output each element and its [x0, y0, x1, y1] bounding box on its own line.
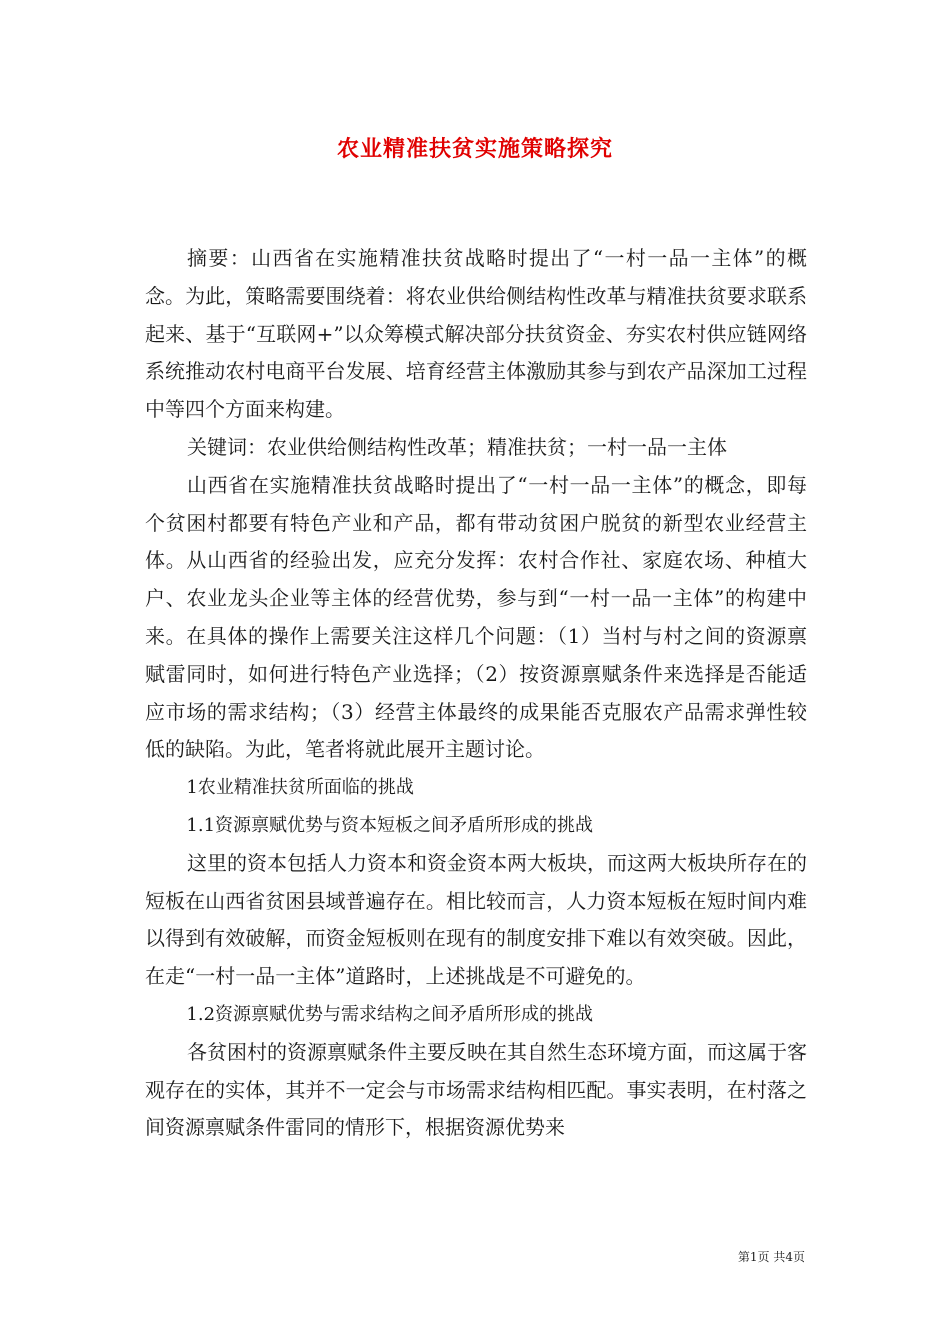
- abstract-paragraph: 摘要：山西省在实施精准扶贫战略时提出了“一村一品一主体”的概念。为此，策略需要围绕着：将农业供给侧结构性改革与精准扶贫要求联系起来、基于“互联网+”以众筹模式解决部分扶贫资金、夯实农村供应链网络系统推动农村电商平台发展、培育经营主体激励其参与到农产品深加工过程中等四个方面来构建。: [145, 246, 807, 422]
- subsection-heading-1-1: 1.1资源禀赋优势与资本短板之间矛盾所形成的挑战: [186, 814, 594, 836]
- section-1-2-paragraph: 各贫困村的资源禀赋条件主要反映在其自然生态环境方面，而这属于客观存在的实体，其并不一定会与市场需求结构相匹配。事实表明，在村落之间资源禀赋条件雷同的情形下，根据资源优势来: [145, 1039, 807, 1140]
- intro-paragraph: 山西省在实施精准扶贫战略时提出了“一村一品一主体”的概念，即每个贫困村都要有特色产业和产品，都有带动贫困户脱贫的新型农业经营主体。从山西省的经验出发，应充分发挥：农村合作社、家庭农场、种植大户、农业龙头企业等主体的经营优势，参与到“一村一品一主体”的构建中来。在具体的操作上需要关注这样几个问题：（1）当村与村之间的资源禀赋雷同时，如何进行特色产业选择；（2）按资源禀赋条件来选择是否能适应市场的需求结构；（3）经营主体最终的成果能否克服农产品需求弹性较低的缺陷。为此，笔者将就此展开主题讨论。: [145, 472, 807, 762]
- keywords-paragraph: 关键词：农业供给侧结构性改革；精准扶贫；一村一品一主体: [187, 434, 727, 459]
- page-number: 第1页 共4页: [737, 1250, 805, 1264]
- document-title: 农业精准扶贫实施策略探究: [336, 136, 613, 162]
- subsection-heading-1-2: 1.2资源禀赋优势与需求结构之间矛盾所形成的挑战: [186, 1003, 594, 1025]
- section-heading-1: 1农业精准扶贫所面临的挑战: [186, 777, 414, 799]
- document-body: [145, 240, 807, 1147]
- section-1-1-paragraph: 这里的资本包括人力资本和资金资本两大板块，而这两大板块所存在的短板在山西省贫困县域普遍存在。相比较而言，人力资本短板在短时间内难以得到有效破解，而资金短板则在现有的制度安排下难以有效突破。因此，在走“一村一品一主体”道路时，上述挑战是不可避免的。: [145, 850, 807, 989]
